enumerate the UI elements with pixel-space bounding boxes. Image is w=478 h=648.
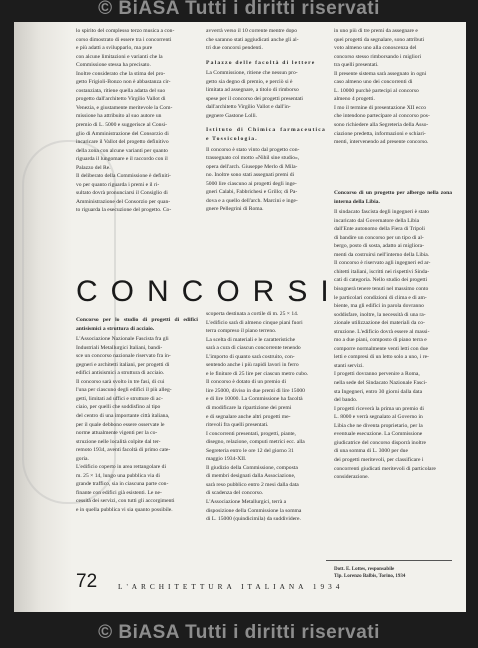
text-line: Industriali Metallurgici Italiani, bandi-: [76, 344, 163, 351]
text-line: sarà a cura di ciascun concorrente tenendo: [206, 345, 301, 352]
text-line: Istituto di Chimica farmaceutica e Tossicologia.: [206, 127, 326, 143]
text-line: concorrenti giudicati meritevoli di particolare: [334, 465, 436, 472]
text-line: gegneri e architetti italiani, per progetti di: [76, 361, 170, 368]
running-footer: L'ARCHITETTURA ITALIANA 1934: [118, 582, 344, 591]
text-line: almeno 4 progetti.: [334, 96, 375, 103]
text-line: finante con edifici già esistenti. Le ne-: [76, 489, 162, 496]
text-line: soddisfare, inoltre, la necessità di una ra-: [334, 311, 426, 318]
text-line: avverrà verso il 10 corrente mentre dopo: [206, 28, 298, 34]
text-line: dall'architetto Virgilio Vallot e dall'in-: [206, 104, 291, 111]
column-left-top: [76, 27, 198, 215]
text-line: limitata ad assegnare, a titolo di rimborso: [206, 87, 299, 94]
text-line: Commissione stessa ha precisato.: [76, 62, 151, 69]
text-line: dova e a quello dell'arch. Marcini e inge-: [206, 197, 298, 204]
text-line: zionale utilizzazione dei materiali da co-: [334, 320, 425, 327]
text-line: che saranno stati aggiudicati anche gli al-: [206, 36, 299, 43]
text-line: sarà reso pubblico entro 2 mesi dalla data: [206, 481, 299, 488]
text-line: di L. 15000 (quindicimila) da suddividere.: [206, 516, 301, 523]
text-line: cessità dei servizi, con tutti gli accorgimenti: [76, 498, 175, 505]
text-line: getto Frigioli-Bonzo non è abbastanza cir-: [76, 79, 171, 86]
text-line: nella sede del Sindacato Nazionale Fasci-: [334, 380, 428, 387]
text-line: 5000 lire ciascuno ai progetti degli inge-: [206, 180, 297, 187]
text-line: stanti servizi.: [334, 362, 364, 369]
text-line: I progetti dovranno pervenire a Roma,: [334, 371, 420, 378]
text-line: concorso stesso rimborsando i migliori: [334, 53, 422, 60]
text-line: biente, ma gli edifici in parola dovranno: [334, 303, 424, 310]
page-number: 72: [76, 571, 98, 592]
text-line: grande traffico, sia in ciascuna parte con-: [76, 481, 169, 488]
text-line: comporre normalmente venti letti con due: [334, 345, 428, 352]
text-line: L'edificio sarà di almeno cinque piani fuori: [206, 319, 303, 326]
text-line: m. 25 × 14, lungo una pubblica via di: [76, 472, 160, 479]
watermark-top: © BiASA Tutti i diritti riservati: [98, 0, 380, 19]
column-middle-bottom: [206, 310, 326, 524]
text-line: premio di L. 5000 e suggerisce al Consi-: [76, 122, 168, 129]
text-line: no. Inoltre sono stati assegnati premi di: [206, 172, 295, 179]
text-line: maggio 1934-XII.: [206, 456, 247, 463]
text-line: Il concorso sarà svolto in tre fasi, di cui: [76, 378, 165, 385]
text-line: chitetti italiani, iscritti nei rispettivi Sinda-: [334, 268, 430, 275]
printer-credit: [334, 566, 452, 580]
text-line: to riguarda la esecuzione del progetto. Co-: [76, 207, 172, 214]
text-line: Segreteria entro le ore 12 del giorno 31: [206, 447, 294, 454]
text-line: Inoltre considerato che la stima del pro-: [76, 70, 166, 77]
text-line: dall'Ente autonomo della Fiera di Tripoli: [334, 226, 425, 233]
text-line: sono richiedere alla Segreteria della Asso-: [334, 122, 429, 129]
text-line: opera dell'arch. Giuseppe Merlo di Mila-: [206, 163, 298, 170]
text-line: di una somma di L. 3000 per due: [334, 448, 408, 455]
text-line: ciaio, per quelli che soddisfino al tipo: [76, 404, 161, 411]
text-line: edifici antisismici a struttura di acciaio.: [76, 370, 165, 377]
text-line: lo spirito del complesso terzo musica a con-: [76, 28, 175, 34]
column-right-bottom: [334, 183, 452, 482]
text-line: Palazzo delle facoltà di lettere: [206, 59, 316, 66]
text-line: caso almeno uno dei concorrenti di: [334, 79, 413, 86]
text-line: menti da costruirsi nell'interno della Libia.: [334, 251, 430, 258]
text-line: trassegnato col motto «Nihil sine studio»,: [206, 155, 300, 162]
text-line: I progetti riceverà la prima un premio di: [334, 405, 424, 412]
text-line: dei progetti meritevoli, per classificare i: [334, 456, 424, 463]
text-line: sce un concorso nazionale riservato fra in-: [76, 353, 171, 360]
text-line: glio di Amministrazione del Consorzio di: [76, 130, 169, 137]
column-middle-top: [206, 27, 326, 214]
text-line: norme attualmente vigenti per la co-: [76, 430, 158, 437]
credit-line: Tip. Lorenzo Balbis, Torino, 1934: [334, 574, 406, 579]
column-right-top: [334, 27, 452, 147]
text-line: gnere Pellegrini di Roma.: [206, 206, 264, 213]
text-line: in uno più di tre premi da assegnare e: [334, 28, 418, 34]
text-line: e più adatti a svilupparlo, ma pure: [76, 45, 153, 52]
text-line: del centro di una importante città italiana,: [76, 413, 170, 420]
text-line: e di segnalare anche altri progetti me-: [206, 413, 291, 420]
text-line: L. 10000 purchè partecipi al concorso: [334, 87, 419, 94]
text-line: spese per il concorso dei progetti presentati: [206, 95, 303, 102]
text-line: I concorrenti presentati, progetti, piante,: [206, 430, 296, 437]
text-line: letti e compresi di un letto solo a uno, i re-: [334, 354, 429, 361]
text-line: L'Associazione Nazionale Fascista fra gli: [76, 336, 169, 343]
text-line: L'edificio coperto in area rettangolare di: [76, 464, 166, 471]
text-line: Amministrazione del Consorzio per quan-: [76, 198, 171, 205]
text-line: bergo, posto di sosta, adatto ai migliora-: [334, 243, 425, 250]
text-line: Libia che ne diventa proprietario, per la: [334, 422, 423, 429]
text-line: progetto dall'architetto Virgilio Vallot di: [76, 96, 166, 103]
text-line: struzione. L'edificio dovrà essere al massi-: [334, 328, 430, 335]
text-line: che intendono partecipare al concorso pos-: [334, 113, 430, 120]
subheading-hotel-libya: Concorso di un progetto per albergo nella zona interna della Libia.: [334, 190, 452, 205]
text-line: menti, intervenendo ad presente concorso.: [334, 139, 429, 146]
text-line: disposizione della Commissione la somma: [206, 507, 302, 514]
text-line: sultato dovrà pronunciarsi il Consiglio di: [76, 190, 168, 197]
credit-rule: [326, 560, 452, 561]
text-line: Il presente sistema sarà assegnato in ogni: [334, 70, 427, 77]
text-line: della zona con alcune varianti per quanto: [76, 147, 168, 154]
text-line: disegno, relazione, computi metrici ecc. alla: [206, 439, 305, 446]
text-line: con alcune limitazioni e varianti che la: [76, 53, 163, 60]
text-line: di membri designati dalla Associazione,: [206, 473, 296, 480]
text-line: voto almeno uno alla conoscenza del: [334, 45, 417, 52]
text-line: del bando.: [334, 397, 358, 404]
text-line: di scadenza del concorso.: [206, 490, 264, 497]
text-line: La Commissione, ritiene che nessun pro-: [206, 70, 298, 77]
text-line: incaricare il Vallot del progetto definitivo: [76, 139, 169, 146]
text-line: le particolari condizioni di clima e di am-: [334, 294, 427, 301]
text-line: sta Ingegneri, entro 30 giorni dalla data: [334, 388, 423, 395]
text-line: getti, limitati ad uffici e strutture di ac-: [76, 395, 163, 402]
text-line: cati di categoria. Nello studio dei progetti: [334, 277, 428, 284]
text-line: per il quale debbono essere osservate le: [76, 421, 165, 428]
text-line: missione ha attribuito al suo autore un: [76, 113, 162, 120]
text-line: tri due concorsi pendenti.: [206, 45, 263, 52]
text-line: gegnere Gastone Lolli.: [206, 112, 258, 119]
text-line: Il concorso è riservato agli ingegneri ed ar-: [334, 260, 431, 267]
text-line: tra quelli presentati.: [334, 62, 379, 69]
text-line: l'una per ciascuno degli edifici il più alleg-: [76, 387, 172, 394]
text-line: mo a due piani, composto di piano terra e: [334, 337, 427, 344]
text-line: L'Associazione Metallurgici, terrà a: [206, 499, 287, 506]
text-line: gneri Calabi, Fabbrichesi e Grillo; di Pa-: [206, 189, 298, 196]
text-line: getto sia degno di premio, e perciò si è: [206, 78, 293, 85]
text-line: L. 8000 e verrà segnalato al Governo in: [334, 414, 423, 421]
text-line: goria.: [76, 455, 89, 462]
credit-line: Dott. E. Lottes, responsabile: [334, 567, 395, 572]
text-line: La scelta di materiali e le caratteristiche: [206, 336, 296, 343]
text-line: considerazione.: [334, 474, 369, 481]
watermark-bottom: © BiASA Tutti i diritti riservati: [98, 622, 380, 643]
text-line: di bandire un concorso per un tipo di al-: [334, 234, 424, 241]
text-line: e le finiture di 25 lire per ciascun metro cubo.: [206, 370, 309, 377]
text-line: vo per quanto riguarda i premi e il ri-: [76, 181, 160, 188]
text-line: costanziata, ritiene quella adatta del suo: [76, 87, 166, 94]
text-line: e in quella pubblica vi sia quanto possibile.: [76, 507, 173, 514]
text-line: quei progetti da segnalare, sono attributi: [334, 36, 425, 43]
text-line: e di lire 10000. La Commissione ha facoltà: [206, 396, 303, 403]
text-line: ciazione predetta, informazioni e schiari-: [334, 130, 426, 137]
text-line: sentendo anche i più rapidi lavori in ferro: [206, 362, 299, 369]
text-line: remoto 1934, aventi facoltà di primo cate-: [76, 447, 171, 454]
text-line: scoperta destinata a cortile di m. 25 × 14.: [206, 311, 299, 317]
text-line: Il sindacato fascista degli ingegneri è stato: [334, 209, 430, 216]
column-left-bottom: [76, 310, 198, 515]
text-line: eventuale esecuzione. La Commissione: [334, 431, 423, 438]
text-line: riguarda il lungomare e il raccordo con il: [76, 156, 168, 163]
text-line: lire 25000, diviso in due premi di lire 15000: [206, 387, 305, 394]
text-line: giudicatrice del concorso disporrà inoltre: [334, 439, 426, 446]
text-line: corso dimostrato di essere tra i concorrenti: [76, 36, 172, 43]
text-line: I mo il termine di presentazione XII ecco: [334, 104, 427, 111]
subheading-steel-buildings: Concorso per lo studio di progetti di edifici antisismici a struttura di acciaio.: [76, 317, 198, 332]
text-line: di modificare la ripartizione dei premi: [206, 405, 292, 412]
text-line: Il concorso è dotato di un premio di: [206, 379, 287, 386]
text-line: ritevoli fra quelli presentati.: [206, 422, 269, 429]
text-line: incaricato dal Governatore della Libia: [334, 217, 420, 224]
text-line: Il deliberato della Commissione è definiti-: [76, 173, 171, 180]
text-line: bisognerà tenere tenuti nel massimo conto: [334, 286, 429, 293]
text-line: L'importo di quanto sarà costruito, con-: [206, 353, 295, 360]
text-line: Venezia, e giustamente meritevole la Com-: [76, 104, 173, 111]
text-line: Palazzo del Re.: [76, 164, 111, 171]
text-line: Il giudizio della Commissione, composta: [206, 464, 298, 471]
text-line: struzione nelle località colpite dal ter-: [76, 438, 161, 445]
section-title: CONCORSI: [76, 275, 342, 308]
text-line: terra compreso il piano terreno.: [206, 328, 277, 335]
text-line: Il concorso è stato vinto dal progetto con-: [206, 146, 300, 153]
